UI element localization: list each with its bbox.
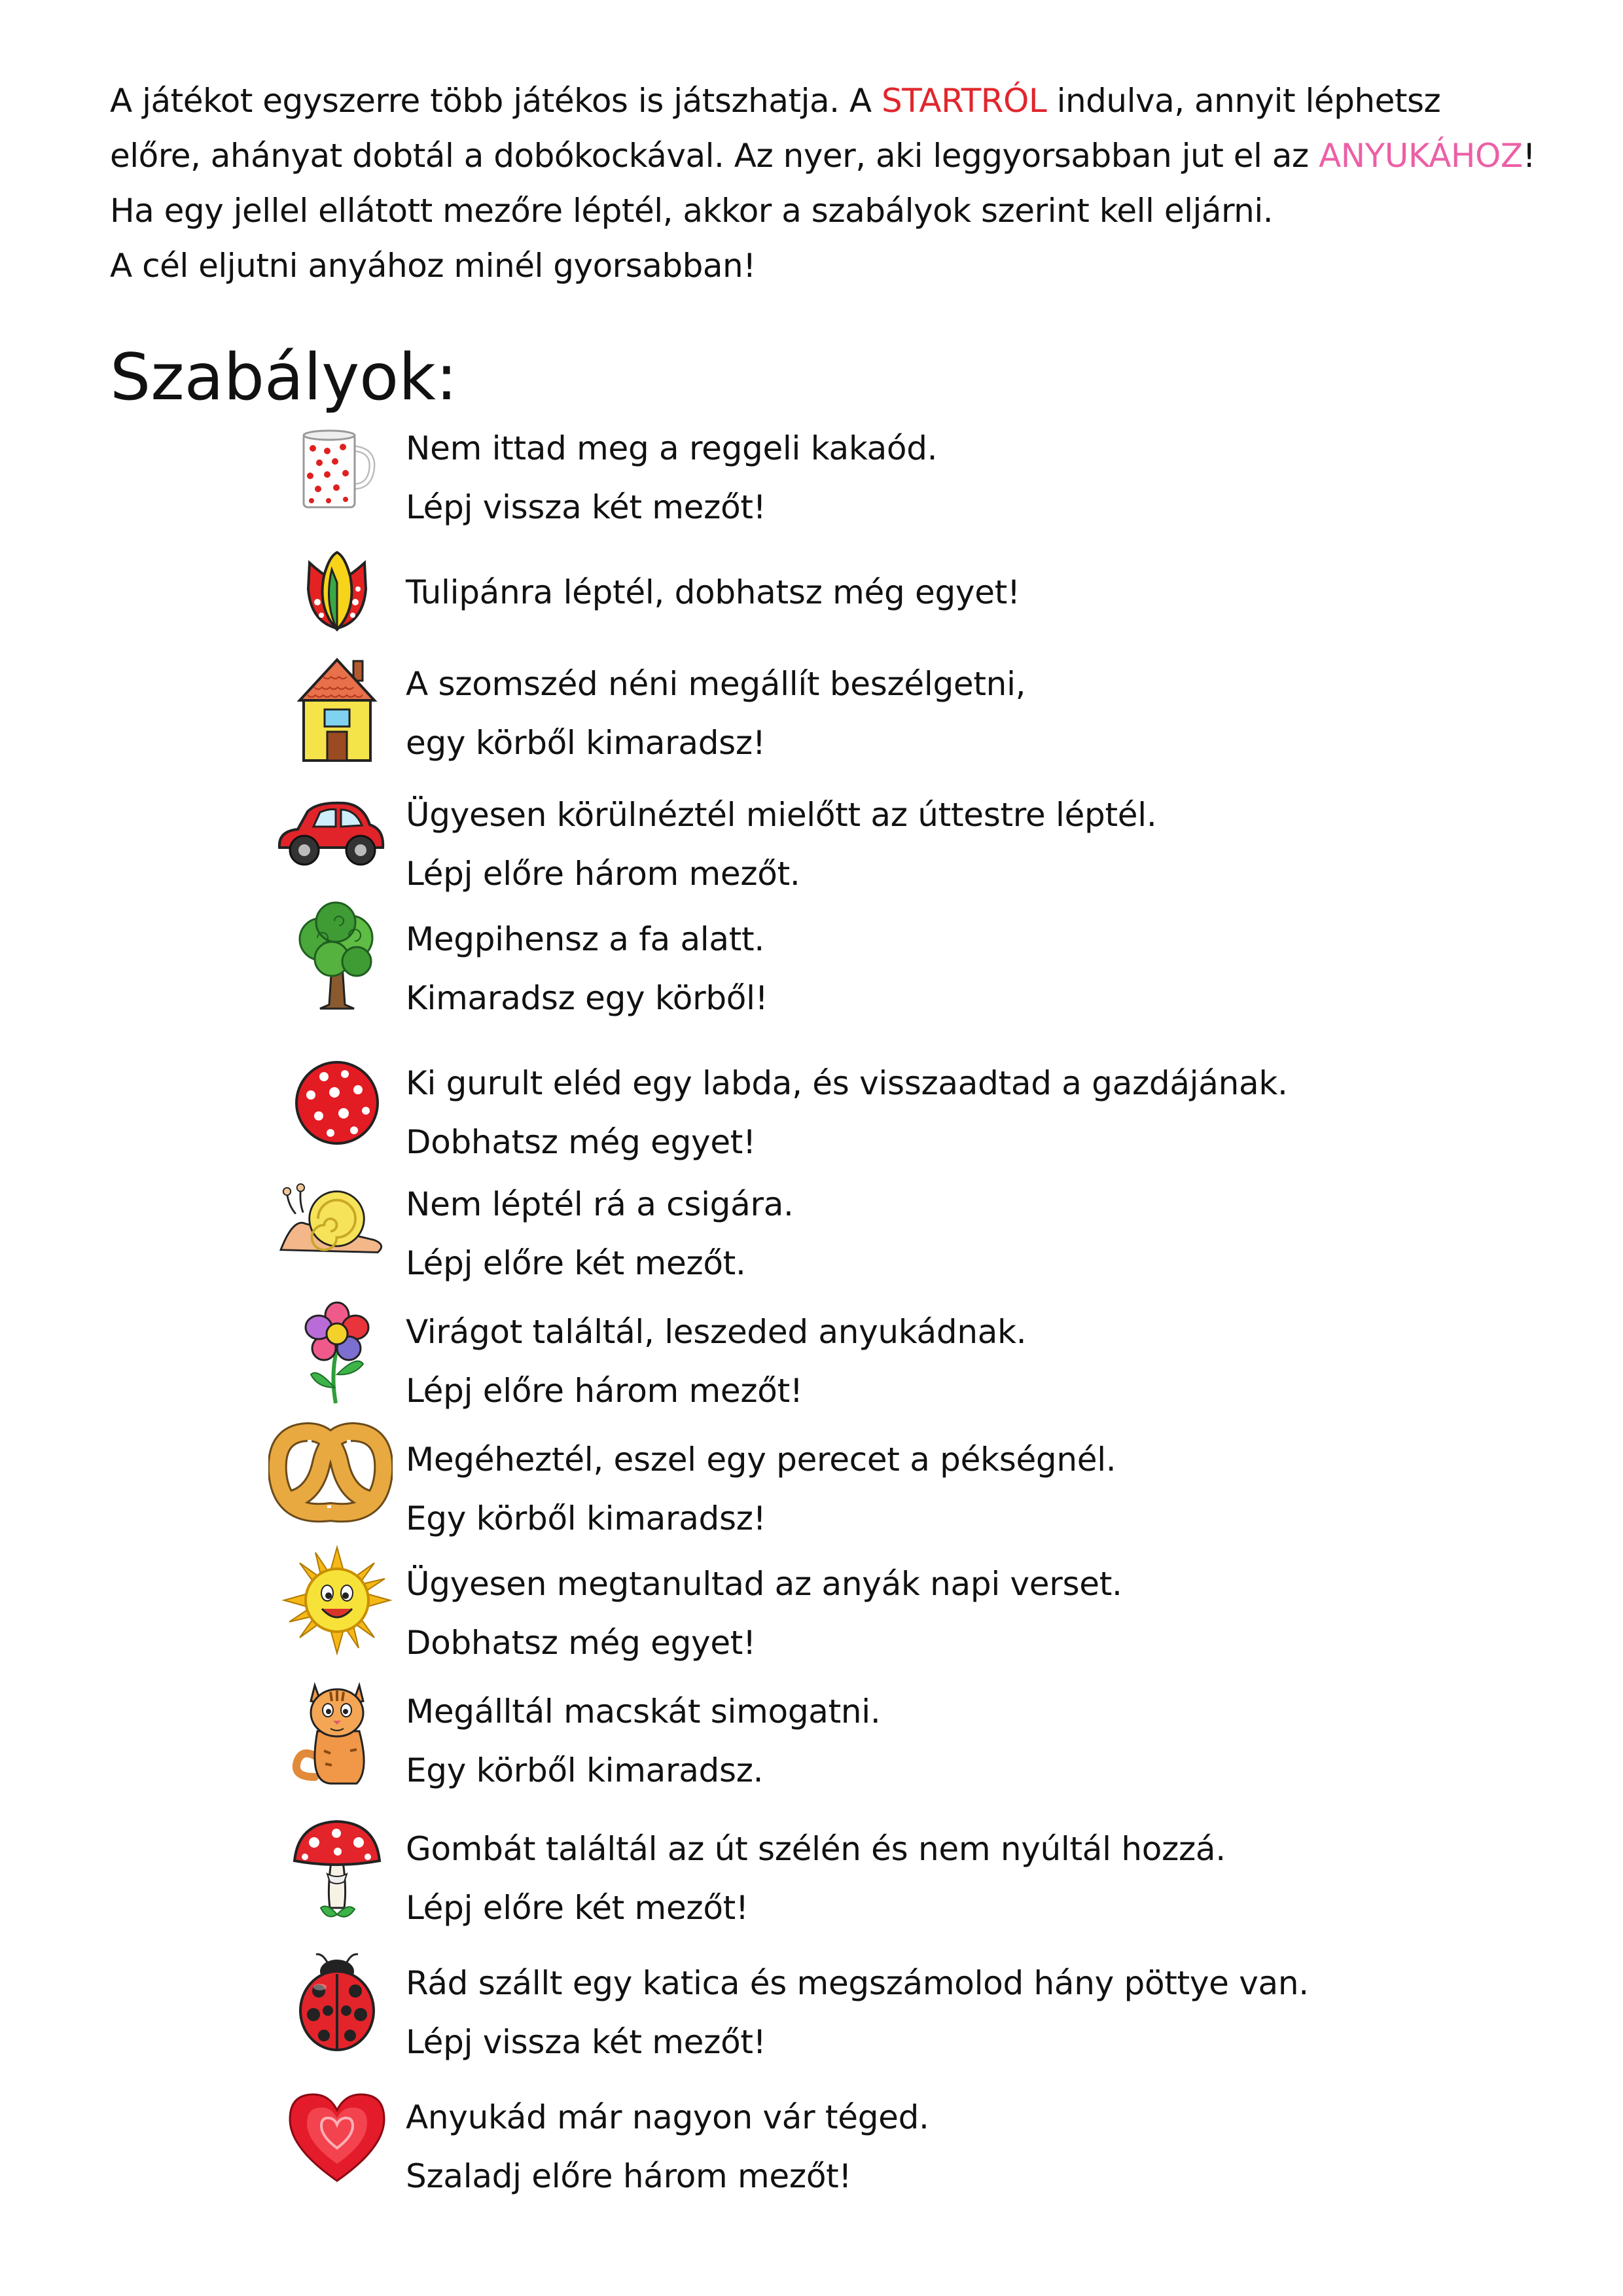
rule-line-1: Anyukád már nagyon vár téged. — [406, 2098, 929, 2136]
rule-line-2: Lépj előre két mezőt! — [406, 1889, 749, 1927]
rule-line-1: Megpihensz a fa alatt. — [406, 920, 764, 958]
mushroom-icon — [275, 1816, 399, 1928]
rule-line-2: Lépj előre három mezőt! — [406, 1372, 803, 1410]
intro-line-4: A cél eljutni anyához minél gyorsabban! — [110, 247, 756, 285]
rule-line-1: Nem ittad meg a reggeli kakaód. — [406, 429, 938, 467]
rule-line-1: Ügyesen megtanultad az anyák napi verset. — [406, 1565, 1122, 1603]
rule-line-2: Lépj előre két mezőt. — [406, 1244, 746, 1282]
ball-icon — [275, 1047, 399, 1158]
rule-line-1: Virágot találtál, leszeded anyukádnak. — [406, 1313, 1027, 1351]
rule-line-1: Ki gurult eléd egy labda, és visszaadtad a gazdájának. — [406, 1064, 1288, 1102]
rule-line-2: Dobhatsz még egyet! — [406, 1123, 756, 1161]
rule-line-2: Szaladj előre három mezőt! — [406, 2157, 852, 2195]
anyuka-highlight: ANYUKÁHOZ — [1319, 137, 1523, 175]
rule-line-1: Tulipánra léptél, dobhatsz még egyet! — [406, 573, 1020, 611]
tree-icon — [275, 900, 399, 1011]
rule-line-2: Kimaradsz egy körből! — [406, 979, 768, 1017]
rule-line-1: Megálltál macskát simogatni. — [406, 1693, 881, 1731]
rule-line-2: Dobhatsz még egyet! — [406, 1624, 756, 1662]
intro-line-3: Ha egy jellel ellátott mezőre léptél, akkor a szabályok szerint kell eljárni. — [110, 192, 1274, 230]
rule-line-1: Nem léptél rá a csigára. — [406, 1185, 794, 1223]
rule-line-2: Egy körből kimaradsz! — [406, 1499, 766, 1537]
rule-line-2: Lépj vissza két mezőt! — [406, 2023, 766, 2061]
flower-icon — [275, 1296, 399, 1407]
heart-icon — [275, 2081, 399, 2193]
car-icon — [268, 779, 393, 890]
rule-line-2: Egy körből kimaradsz. — [406, 1751, 764, 1789]
rule-line-2: Lépj vissza két mezőt! — [406, 488, 766, 526]
rules-title: Szabályok: — [110, 340, 457, 415]
intro-text — [110, 73, 1535, 293]
tulip-icon — [275, 537, 399, 648]
snail-icon — [268, 1165, 393, 1276]
rule-line-1: Rád szállt egy katica és megszámolod hány pöttye van. — [406, 1964, 1309, 2002]
rule-line-1: A szomszéd néni megállít beszélgetni, — [406, 665, 1026, 703]
rule-line-1: Ügyesen körülnéztél mielőtt az úttestre léptél. — [406, 796, 1157, 834]
ladybug-icon — [275, 1947, 399, 2058]
start-highlight: STARTRÓL — [881, 82, 1047, 120]
rule-line-2: egy körből kimaradsz! — [406, 724, 766, 762]
rule-line-1: Megéheztél, eszel egy perecet a pékségnél. — [406, 1441, 1116, 1479]
mug-icon — [275, 412, 399, 524]
sun-icon — [275, 1545, 399, 1656]
intro-line-1: A játékot egyszerre több játékos is játszhatja. A STARTRÓL indulva, annyit léphetsz — [110, 82, 1441, 120]
pretzel-icon — [268, 1417, 393, 1528]
rule-line-1: Gombát találtál az út szélén és nem nyúltál hozzá. — [406, 1830, 1226, 1868]
house-icon — [275, 655, 399, 766]
rule-line-2: Lépj előre három mezőt. — [406, 855, 800, 893]
cat-icon — [275, 1676, 399, 1787]
intro-line-2: előre, ahányat dobtál a dobókockával. Az nyer, aki leggyorsabban jut el az ANYUKÁHOZ! — [110, 137, 1536, 175]
